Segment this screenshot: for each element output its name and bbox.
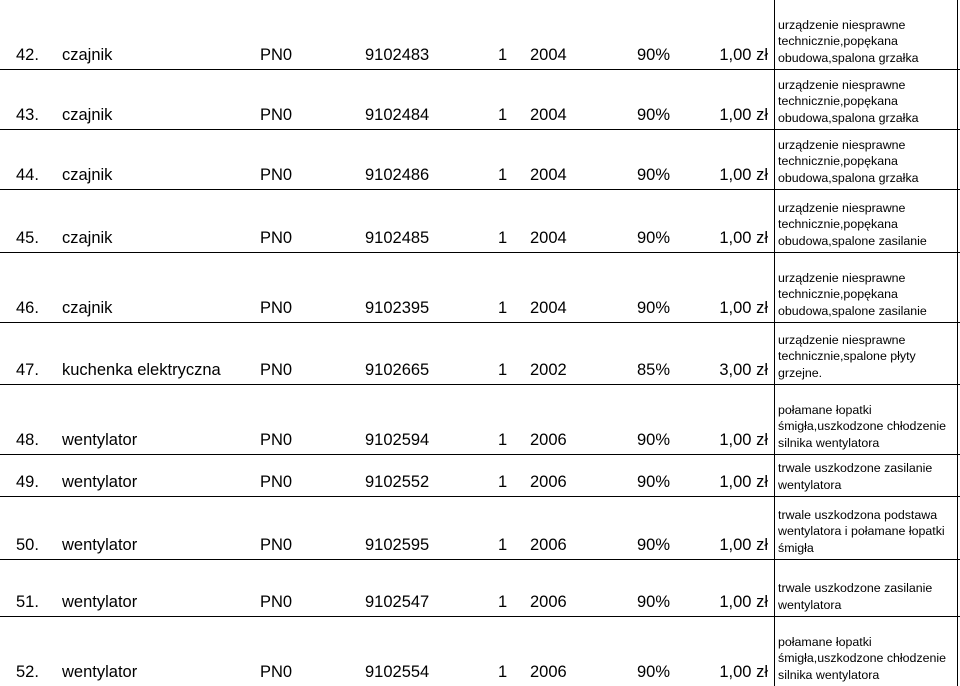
item-name: czajnik	[62, 46, 113, 64]
item-code: PN0	[260, 229, 293, 247]
row-number: 51.	[16, 593, 39, 611]
inventory-number: 9102395	[365, 299, 430, 317]
value: 1,00 zł	[719, 663, 768, 681]
value: 1,00 zł	[719, 106, 768, 124]
item-name: wentylator	[62, 431, 138, 449]
wear-percent: 90%	[636, 46, 670, 64]
wear-percent: 90%	[636, 166, 670, 184]
wear-percent: 90%	[636, 431, 670, 449]
item-name: czajnik	[62, 229, 113, 247]
year: 2004	[530, 46, 567, 64]
year: 2006	[530, 663, 567, 681]
value: 1,00 zł	[719, 229, 768, 247]
inventory-number: 9102484	[365, 106, 430, 124]
condition-note: urządzenie niesprawne technicznie,popękana obudowa,spalona grzałka	[778, 17, 919, 65]
quantity: 1	[498, 46, 508, 64]
quantity: 1	[498, 166, 508, 184]
inventory-number: 9102665	[365, 361, 430, 379]
wear-percent: 90%	[636, 473, 670, 491]
row-number: 52.	[16, 663, 39, 681]
condition-note: trwale uszkodzona podstawa wentylatora i połamane łopatki śmigła	[778, 507, 945, 555]
quantity: 1	[498, 431, 508, 449]
condition-note: urządzenie niesprawne technicznie,popękana obudowa,spalona grzałka	[778, 77, 919, 125]
quantity: 1	[498, 536, 508, 554]
item-code: PN0	[260, 663, 293, 681]
value: 1,00 zł	[719, 46, 768, 64]
table-row	[0, 0, 960, 70]
value: 3,00 zł	[719, 361, 768, 379]
wear-percent: 90%	[636, 229, 670, 247]
year: 2004	[530, 229, 567, 247]
item-name: wentylator	[62, 536, 138, 554]
item-name: wentylator	[62, 663, 138, 681]
item-name: wentylator	[62, 593, 138, 611]
inventory-number: 9102595	[365, 536, 430, 554]
row-number: 48.	[16, 431, 39, 449]
item-code: PN0	[260, 46, 293, 64]
table-row	[0, 455, 960, 497]
condition-note: trwale uszkodzone zasilanie wentylatora	[778, 581, 933, 612]
value: 1,00 zł	[719, 473, 768, 491]
inventory-number: 9102485	[365, 229, 430, 247]
item-code: PN0	[260, 166, 293, 184]
condition-note: urządzenie niesprawne technicznie,spalone płyty grzejne.	[778, 332, 916, 380]
item-code: PN0	[260, 536, 293, 554]
table-row	[0, 323, 960, 385]
item-code: PN0	[260, 361, 293, 379]
item-name: kuchenka elektryczna	[62, 361, 221, 379]
wear-percent: 90%	[636, 106, 670, 124]
condition-note: urządzenie niesprawne technicznie,popękana obudowa,spalone zasilanie	[778, 270, 927, 318]
year: 2004	[530, 166, 567, 184]
inventory-number: 9102552	[365, 473, 430, 491]
row-number: 46.	[16, 299, 39, 317]
row-number: 42.	[16, 46, 39, 64]
table-row	[0, 617, 960, 686]
item-name: wentylator	[62, 473, 138, 491]
wear-percent: 85%	[636, 361, 670, 379]
year: 2006	[530, 593, 567, 611]
wear-percent: 90%	[636, 663, 670, 681]
value: 1,00 zł	[719, 299, 768, 317]
value: 1,00 zł	[719, 166, 768, 184]
wear-percent: 90%	[636, 536, 670, 554]
inventory-number: 9102486	[365, 166, 430, 184]
quantity: 1	[498, 663, 508, 681]
item-code: PN0	[260, 473, 293, 491]
item-code: PN0	[260, 431, 293, 449]
row-number: 49.	[16, 473, 39, 491]
year: 2004	[530, 106, 567, 124]
row-number: 43.	[16, 106, 39, 124]
value: 1,00 zł	[719, 536, 768, 554]
year: 2002	[530, 361, 567, 379]
table-row	[0, 130, 960, 190]
condition-note: połamane łopatki śmigła,uszkodzone chłodzenie silnika wentylatora	[778, 402, 947, 450]
row-number: 44.	[16, 166, 39, 184]
quantity: 1	[498, 473, 508, 491]
inventory-number: 9102594	[365, 431, 430, 449]
table-row	[0, 497, 960, 560]
table-row	[0, 190, 960, 253]
row-number: 47.	[16, 361, 39, 379]
table-row	[0, 253, 960, 323]
item-name: czajnik	[62, 106, 113, 124]
inventory-number: 9102547	[365, 593, 430, 611]
value: 1,00 zł	[719, 593, 768, 611]
quantity: 1	[498, 106, 508, 124]
quantity: 1	[498, 361, 508, 379]
year: 2006	[530, 473, 567, 491]
row-number: 45.	[16, 229, 39, 247]
quantity: 1	[498, 229, 508, 247]
table-row	[0, 385, 960, 455]
condition-note: trwale uszkodzone zasilanie wentylatora	[778, 461, 933, 492]
wear-percent: 90%	[636, 299, 670, 317]
item-name: czajnik	[62, 166, 113, 184]
wear-percent: 90%	[636, 593, 670, 611]
value: 1,00 zł	[719, 431, 768, 449]
condition-note: urządzenie niesprawne technicznie,popękana obudowa,spalona grzałka	[778, 137, 919, 185]
table-row	[0, 560, 960, 617]
inventory-number: 9102554	[365, 663, 430, 681]
year: 2006	[530, 536, 567, 554]
item-name: czajnik	[62, 299, 113, 317]
condition-note: urządzenie niesprawne technicznie,popękana obudowa,spalone zasilanie	[778, 200, 927, 248]
item-code: PN0	[260, 106, 293, 124]
inventory-number: 9102483	[365, 46, 430, 64]
year: 2004	[530, 299, 567, 317]
quantity: 1	[498, 299, 508, 317]
condition-note: połamane łopatki śmigła,uszkodzone chłodzenie silnika wentylatora	[778, 634, 947, 682]
item-code: PN0	[260, 299, 293, 317]
table-row	[0, 70, 960, 130]
quantity: 1	[498, 593, 508, 611]
row-number: 50.	[16, 536, 39, 554]
item-code: PN0	[260, 593, 293, 611]
year: 2006	[530, 431, 567, 449]
